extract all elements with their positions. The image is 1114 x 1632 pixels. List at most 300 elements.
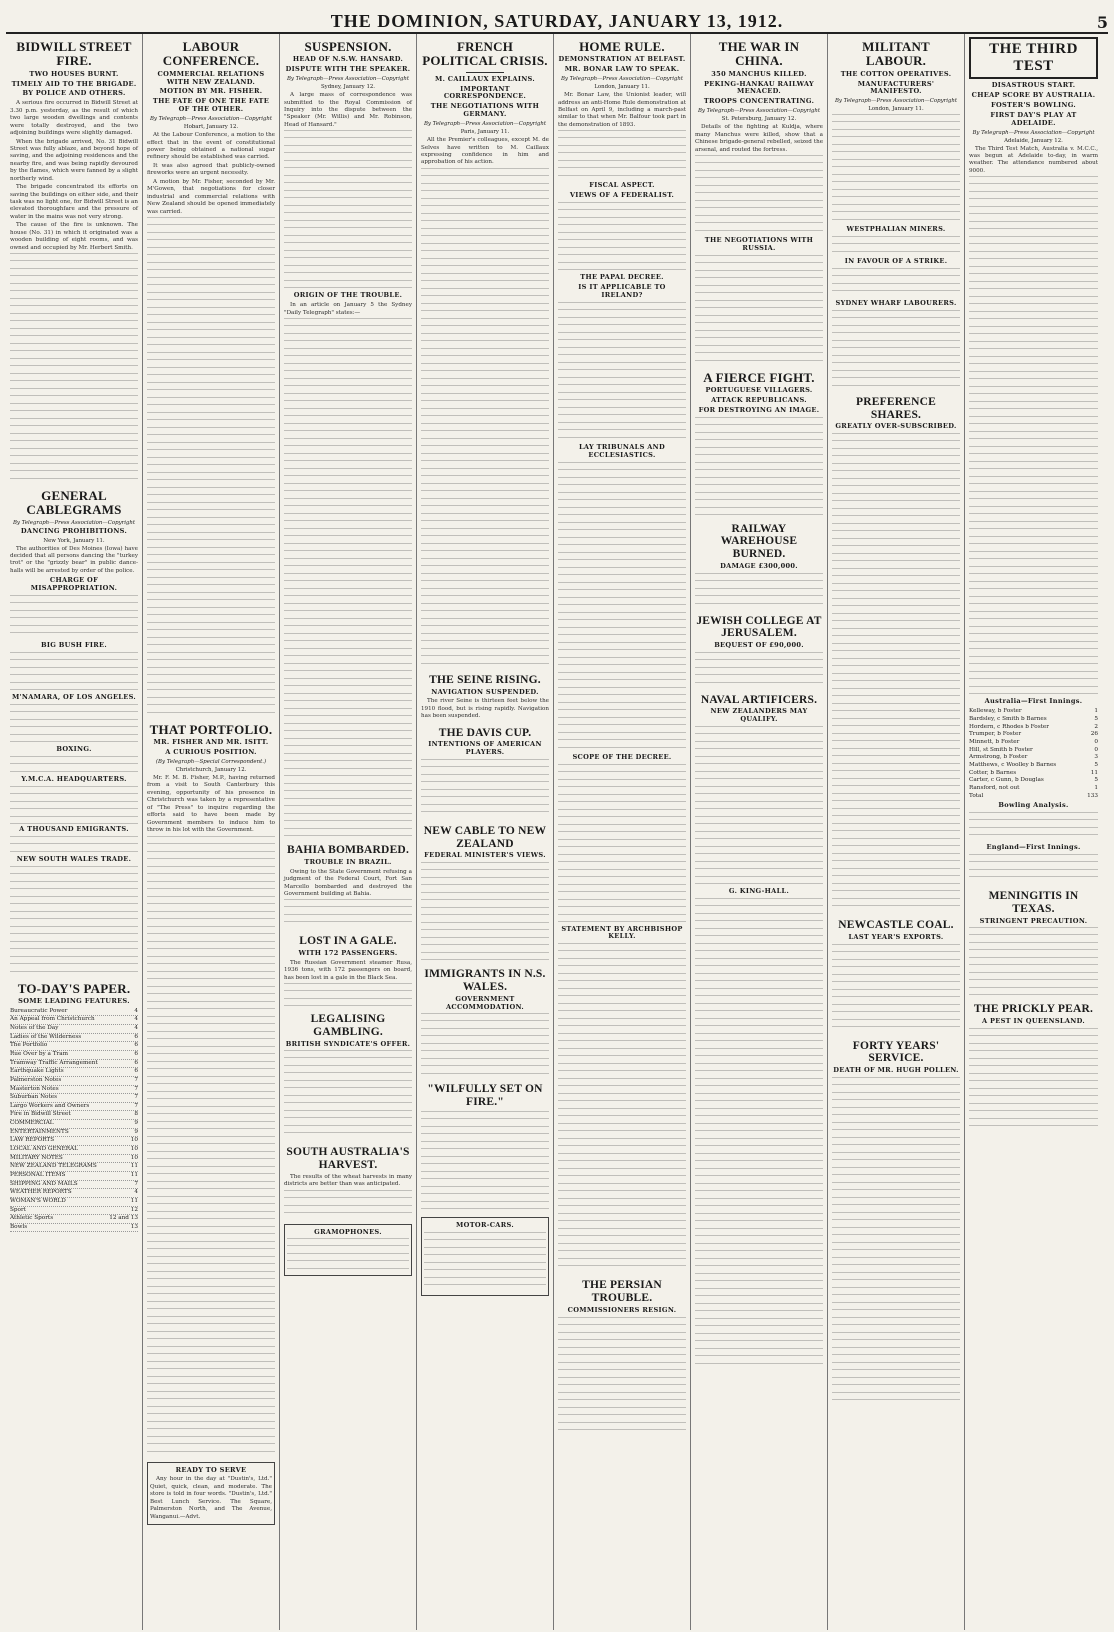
subheading: Australia—First Innings.: [984, 697, 1083, 706]
contents-label: An Appeal from Christchurch: [10, 1016, 95, 1023]
subheading: MR. BONAR LAW TO SPEAK.: [564, 65, 680, 74]
dateline: London, January 11.: [594, 84, 650, 91]
subheading: STATEMENT BY ARCHBISHOP KELLY.: [561, 924, 683, 941]
ad-text: Any hour in the day at "Dustin's, Ltd." Quiet, quick, clean, and moderate. The store is told in four words. "Dustin's, Ltd." Best Lunch Service. The Square, Palmerston North, and The Avenue, Wanganui.—Advt.: [150, 1476, 272, 1520]
contents-item: [10, 1034, 138, 1043]
body-text-block: [284, 1190, 412, 1218]
subheading: SCOPE OF THE DECREE.: [572, 752, 672, 761]
contents-page: 11: [130, 1163, 138, 1170]
contents-label: WEATHER REPORTS: [10, 1189, 72, 1196]
ad-text-block: [424, 1232, 546, 1292]
contents-label: Fire in Bidwill Street: [10, 1111, 71, 1118]
ad-heading: GRAMOPHONES.: [314, 1227, 382, 1236]
paragraph: The brigade concentrated its efforts on saving the buildings on either side, and their task was no light one, for Bidwill Street is an elevated thoroughfare and the pressure of water in the mains was not very strong.: [10, 184, 138, 220]
contents-item: [10, 1060, 138, 1069]
body-text-block: [421, 759, 549, 819]
headline: NAVAL ARTIFICERS.: [700, 693, 818, 706]
subheading: GREATLY OVER-SUBSCRIBED.: [835, 422, 957, 431]
paragraph: The authorities of Des Moines (Iowa) have decided that all persons dancing the "turkey trot" or the "grizzly bear" in public dance-halls will be arrested by order of the police.: [10, 545, 138, 574]
body-text-block: [10, 836, 138, 854]
headline: BIDWILL STREET FIRE.: [16, 39, 132, 69]
subheading: TIMELY AID TO THE BRIGADE.: [11, 79, 137, 88]
body-text-block: [969, 812, 1098, 842]
dateline: Adelaide, January 12.: [1004, 137, 1063, 144]
subheading: CHEAP SCORE BY AUSTRALIA.: [971, 90, 1096, 99]
contents-label: Ladies of the Wilderness: [10, 1033, 82, 1040]
contents-label: Bureaucratic Power: [10, 1007, 68, 1014]
subheading: DEATH OF MR. HUGH POLLEN.: [833, 1066, 959, 1075]
page-number: 5: [1096, 13, 1108, 32]
article-immigrants: [421, 968, 549, 1077]
body-text-block: [969, 854, 1098, 884]
subheading: THE PAPAL DECREE.: [580, 273, 664, 282]
contents-label: PERSONAL ITEMS: [10, 1171, 66, 1178]
article-home-rule: [558, 40, 686, 1273]
headline: FORTY YEARS' SERVICE.: [852, 1039, 940, 1065]
paragraph: The Third Test Match, Australia v. M.C.C., was begun at Adelaide to-day, in warm weather. The attendance numbered about 9000.: [969, 145, 1098, 174]
batsman-runs: 5: [1094, 777, 1098, 784]
advertisement: [284, 1224, 412, 1277]
subheading: M'NAMARA, OF LOS ANGELES.: [11, 693, 136, 702]
subheading: VIEWS OF A FEDERALIST.: [569, 191, 675, 200]
masthead-title: THE DOMINION, SATURDAY, JANUARY 13, 1912.: [330, 11, 784, 31]
subheading: A THOUSAND EMIGRANTS.: [19, 824, 129, 833]
subheading: NEW SOUTH WALES TRADE.: [16, 854, 132, 863]
contents-label: LOCAL AND GENERAL: [10, 1146, 78, 1153]
contents-label: Notes of the Day: [10, 1025, 59, 1032]
article-persian-trouble: [558, 1279, 686, 1436]
article-war-in-china: [695, 40, 823, 365]
byline: By Telegraph—Press Association—Copyright: [286, 76, 410, 83]
total-label: Total: [969, 792, 984, 799]
article-new-cable: [421, 825, 549, 962]
article-jewish-college: [695, 615, 823, 688]
contents-item: [10, 1051, 138, 1060]
batsman-row: [969, 724, 1098, 732]
paragraph: The cause of the fire is unknown. The house (No. 31) in which it originated was a wooden building of eight rooms, and was owned and occupied by Mr. Herbert Smith.: [10, 222, 138, 251]
contents-page: 4: [134, 1007, 138, 1014]
contents-item: [10, 1103, 138, 1112]
ad-text-block: [287, 1238, 409, 1272]
paragraph: It was also agreed that publicly-owned fireworks were an urgent necessity.: [147, 162, 275, 177]
scorecard-total: [969, 793, 1098, 801]
headline: MENINGITIS IN TEXAS.: [988, 890, 1079, 915]
byline: By Telegraph—Press Association—Copyright: [12, 519, 136, 526]
subheading: THE NEGOTIATIONS WITH RUSSIA.: [704, 235, 814, 252]
column-2: [143, 34, 280, 1630]
byline: By Telegraph—Press Association—Copyright: [834, 98, 958, 105]
batsman-runs: 3: [1094, 754, 1098, 761]
article-seine-rising: [421, 674, 549, 721]
article-third-test: [969, 37, 1098, 884]
batsman-name: Hordern, c Rhodes b Foster: [969, 723, 1049, 730]
dateline: Sydney, January 12.: [320, 84, 376, 91]
subheading: LAST YEAR'S EXPORTS.: [848, 932, 944, 941]
body-text-block: [421, 1111, 549, 1211]
contents-label: Earthquake Lights: [10, 1068, 64, 1075]
byline: (By Telegraph—Special Correspondent.): [155, 759, 267, 766]
batsman-runs: 2: [1094, 723, 1098, 730]
contents-item: [10, 1207, 138, 1216]
body-text-block: [10, 866, 138, 976]
body-text-block: [832, 433, 960, 913]
subheading: TROUBLE IN BRAZIL.: [304, 857, 392, 866]
dateline: Paris, January 11.: [460, 129, 510, 136]
column-8: [965, 34, 1102, 1630]
subheading: DEMONSTRATION AT BELFAST.: [558, 55, 686, 64]
contents-page: 12: [130, 1206, 138, 1213]
batsman-name: Kelleway, b Foster: [969, 708, 1022, 715]
body-text-block: [558, 462, 686, 752]
subheading: England—First Innings.: [986, 843, 1081, 852]
subheading: DANCING PROHIBITIONS.: [20, 526, 128, 535]
contents-list: [10, 1008, 138, 1233]
body-text-block: [558, 130, 686, 180]
contents-item: [10, 1172, 138, 1181]
batsman-name: Matthews, c Woolley b Barnes: [969, 762, 1057, 768]
subheading: COMMISSIONERS RESIGN.: [567, 1305, 677, 1314]
dateline: New York, January 11.: [43, 537, 105, 544]
byline: By Telegraph—Press Association—Copyright: [560, 76, 684, 83]
headline: THAT PORTFOLIO.: [149, 721, 273, 737]
batsman-name: Trumper, b Foster: [969, 731, 1022, 738]
paragraph: A large mass of correspondence was submitted to the Royal Commission of Inquiry into the dispute between the "Speaker (Mr. Willis) and Mr. Robinson, Head of Hansard.": [284, 92, 412, 128]
contents-page: 6: [134, 1033, 138, 1040]
article-french-crisis: [421, 40, 549, 668]
total-runs: 133: [1087, 792, 1098, 799]
advertisement: [147, 1462, 275, 1526]
byline: By Telegraph—Press Association—Copyright: [423, 121, 547, 128]
article-militant-labour: [832, 40, 960, 390]
contents-item: [10, 1129, 138, 1138]
body-text-block: [10, 253, 138, 483]
column-5: [554, 34, 691, 1630]
subheading: LAY TRIBUNALS AND ECCLESIASTICS.: [578, 442, 666, 459]
contents-item: [10, 1094, 138, 1103]
body-text-block: [284, 899, 412, 929]
contents-item: [10, 1181, 138, 1190]
paragraph: A serious fire occurred in Bidwill Street at 3.30 p.m. yesterday, as the result of which two large wooden dwellings and contents were totally destroyed, and the two adjoining buildings were slightly damaged.: [10, 100, 138, 137]
contents-item: [10, 1068, 138, 1077]
headline: THE PERSIAN TROUBLE.: [582, 1279, 662, 1304]
contents-page: 4: [134, 1025, 138, 1032]
subheading: NEW ZEALANDERS MAY QUALIFY.: [710, 707, 808, 724]
body-text-block: [832, 310, 960, 390]
subheading: A CURIOUS POSITION.: [165, 748, 257, 757]
contents-label: ENTERTAINMENTS: [10, 1128, 69, 1135]
scorecard: [969, 708, 1098, 793]
contents-page: 4: [134, 1189, 138, 1196]
columns: [6, 34, 1108, 1630]
batsman-name: Armstrong, b Foster: [969, 754, 1028, 761]
body-text-block: [147, 217, 275, 717]
body-text-block: [284, 130, 412, 290]
dateline: St. Petersburg, January 12.: [721, 116, 797, 123]
contents-item: [10, 1137, 138, 1146]
body-text-block: [10, 595, 138, 640]
contents-label: Suburban Notes: [10, 1094, 58, 1101]
contents-page: 8: [134, 1111, 138, 1118]
body-text-block: [284, 1050, 412, 1140]
subheading: ORIGIN OF THE TROUBLE.: [293, 291, 403, 300]
batsman-name: Cotter, b Barnes: [969, 769, 1017, 776]
article-suspension: [284, 40, 412, 838]
subheading: STRINGENT PRECAUTION.: [979, 916, 1088, 925]
contents-label: Rue Over by a Tram: [10, 1050, 69, 1057]
body-text-block: [558, 202, 686, 272]
paragraph: A motion by Mr. Fisher, seconded by Mr. M'Gowen, that negotiations for closer industrial and commercial relations with New Zealand should be opened immediately was carried.: [147, 178, 275, 215]
headline: MILITANT LABOUR.: [862, 39, 930, 69]
contents-item: [10, 1086, 138, 1095]
contents-page: 6: [134, 1059, 138, 1066]
subheading: CHARGE OF MISAPPROPRIATION.: [30, 576, 118, 593]
article-labour-conference: [147, 40, 275, 717]
subheading: THE FATE OF ONE THE FATE OF THE OTHER.: [152, 97, 270, 114]
body-text-block: [147, 836, 275, 1456]
body-text-block: [695, 155, 823, 235]
masthead: [6, 4, 1108, 34]
batsman-row: [969, 785, 1098, 793]
body-text-block: [695, 726, 823, 886]
contents-label: Bowls: [10, 1223, 28, 1230]
headline-banner: THE THIRD TEST: [969, 37, 1098, 79]
headline: PREFERENCE SHARES.: [856, 396, 936, 421]
subheading: BIG BUSH FIRE.: [41, 641, 107, 650]
subheading: PEKING-HANKAU RAILWAY MENACED.: [704, 79, 814, 96]
article-preference-shares: [832, 396, 960, 913]
contents-item: [10, 1042, 138, 1051]
batsman-name: Ransford, not out: [969, 785, 1020, 792]
article-railway-warehouse: [695, 523, 823, 609]
contents-item: [10, 1189, 138, 1198]
subheading: WITH 172 PASSENGERS.: [298, 949, 398, 958]
contents-page: 4: [134, 1016, 138, 1023]
subheading: 350 MANCHUS KILLED.: [711, 69, 807, 78]
subheading: DISPUTE WITH THE SPEAKER.: [285, 65, 411, 74]
contents-page: 10: [130, 1154, 138, 1161]
contents-page: 6: [134, 1050, 138, 1057]
subheading: THE COTTON OPERATIVES.: [840, 69, 952, 78]
contents-label: LAW REPORTS: [10, 1137, 55, 1144]
contents-item: [10, 1146, 138, 1155]
body-text-block: [284, 983, 412, 1007]
dateline: Christchurch, January 12.: [175, 767, 247, 774]
batsman-name: Minnett, b Foster: [969, 738, 1020, 745]
subheading: MANUFACTURERS' MANIFESTO.: [857, 79, 935, 96]
paragraph: The river Seine is thirteen feet below the 1910 flood, but is rising rapidly. Navigation has been suspended.: [421, 698, 549, 720]
body-text-block: [695, 652, 823, 688]
contents-page: 7: [134, 1180, 138, 1187]
paragraph: In an article on January 5 the Sydney "Daily Telegraph" states:—: [284, 302, 412, 316]
subheading: SOME LEADING FEATURES.: [18, 996, 130, 1005]
subheading: WESTPHALIAN MINERS.: [846, 225, 946, 234]
paragraph: Details of the fighting at Kuldja, where many Manchus were killed, show that a Chinese brigade-general rebelled, seized the arsenal, and routed the fortress.: [695, 124, 823, 153]
headline: THE SEINE RISING.: [429, 673, 541, 686]
article-todays-paper: [10, 982, 138, 1233]
headline: TO-DAY'S PAPER.: [17, 980, 131, 996]
headline: THE DAVIS CUP.: [438, 726, 532, 739]
contents-page: 11: [130, 1171, 138, 1178]
byline: By Telegraph—Press Association—Copyright: [149, 116, 273, 123]
subheading: BEQUEST OF £90,000.: [714, 640, 804, 649]
article-newcastle-coal: [832, 919, 960, 1034]
contents-label: The Portfolio: [10, 1042, 48, 1049]
paragraph: The Russian Government steamer Rusa, 1936 tons, with 172 passengers on board, has been lost in a gale in the Black Sea.: [284, 959, 412, 981]
subheading: Y.M.C.A. HEADQUARTERS.: [21, 774, 127, 783]
batsman-row: [969, 762, 1098, 770]
batsman-runs: 11: [1090, 769, 1098, 776]
batsman-runs: 26: [1090, 731, 1098, 738]
contents-item: [10, 1120, 138, 1129]
contents-label: Tramway Traffic Arrangement: [10, 1059, 98, 1066]
contents-page: 6: [134, 1042, 138, 1049]
subheading: A PEST IN QUEENSLAND.: [982, 1017, 1085, 1026]
subheading: MOTION BY MR. FISHER.: [159, 87, 263, 96]
headline: SOUTH AUSTRALIA'S HARVEST.: [286, 1146, 410, 1172]
body-text-block: [832, 1077, 960, 1407]
body-text-block: [695, 255, 823, 365]
contents-page: 10: [130, 1146, 138, 1153]
subheading: SYDNEY WHARF LABOURERS.: [835, 299, 957, 308]
batsman-runs: 0: [1094, 738, 1098, 745]
paragraph: Owing to the State Government refusing a judgment of the Federal Court, Fort San Marcello bombarded and destroyed the Government building at Bahia.: [284, 868, 412, 897]
paragraph: Mr. Bonar Law, the Unionist leader, will address an anti-Home Rule demonstration at Belfast on April 9, including a march-past similar to that when Mr. Balfour took part in the demonstration of 1893.: [558, 92, 686, 128]
batsman-name: Carter, c Gunn, b Douglas: [969, 777, 1044, 784]
batsman-row: [969, 716, 1098, 724]
contents-page: 10: [130, 1137, 138, 1144]
contents-label: COMMERCIAL: [10, 1120, 54, 1127]
contents-page: 9: [134, 1120, 138, 1127]
batsman-runs: 0: [1094, 746, 1098, 753]
body-text-block: [832, 944, 960, 1034]
contents-item: [10, 1198, 138, 1207]
subheading: FOSTER'S BOWLING.: [990, 100, 1077, 109]
headline: SUSPENSION.: [304, 39, 392, 54]
contents-label: SHIPPING AND MAILS: [10, 1180, 78, 1187]
headline: A FIERCE FIGHT.: [703, 369, 815, 385]
body-text-block: [421, 168, 549, 668]
contents-label: Largo Workers and Owners: [10, 1102, 90, 1109]
batsman-row: [969, 731, 1098, 739]
contents-item: [10, 1025, 138, 1034]
headline: THE PRICKLY PEAR.: [973, 1003, 1094, 1016]
contents-page: 7: [134, 1094, 138, 1101]
subheading: ATTACK REPUBLICANS.: [711, 395, 807, 404]
article-sa-harvest: [284, 1146, 412, 1217]
batsman-runs: 5: [1094, 762, 1098, 768]
column-6: [691, 34, 828, 1630]
subheading: BOXING.: [56, 744, 92, 753]
subheading: IN FAVOUR OF A STRIKE.: [844, 257, 948, 266]
subheading: FIRST DAY'S PLAY AT ADELAIDE.: [990, 110, 1077, 127]
body-text-block: [284, 318, 412, 838]
column-7: [828, 34, 965, 1630]
headline: "WILFULLY SET ON FIRE.": [427, 1083, 543, 1109]
contents-item: [10, 1215, 138, 1224]
subheading: HEAD OF N.S.W. HANSARD.: [292, 55, 404, 64]
subheading: BRITISH SYNDICATE'S OFFER.: [285, 1039, 411, 1048]
article-legalising-gambling: [284, 1013, 412, 1140]
contents-label: Palmerston Notes: [10, 1076, 62, 1083]
headline: THE WAR IN CHINA.: [718, 39, 800, 69]
batsman-name: Bardsley, c Smith b Barnes: [969, 715, 1047, 722]
contents-label: NEW ZEALAND TELEGRAMS: [10, 1163, 97, 1170]
subheading: FOR DESTROYING AN IMAGE.: [698, 405, 820, 414]
article-that-portfolio: [147, 723, 275, 1456]
batsman-row: [969, 777, 1098, 785]
batsman-row: [969, 747, 1098, 755]
subheading: Bowling Analysis.: [998, 801, 1069, 810]
batsman-runs: 5: [1094, 715, 1098, 722]
article-prickly-pear: [969, 1003, 1098, 1128]
dateline: London, January 11.: [868, 106, 924, 113]
subheading: IMPORTANT CORRESPONDENCE.: [443, 84, 527, 101]
article-davis-cup: [421, 727, 549, 819]
subheading: PORTUGUESE VILLAGERS.: [705, 386, 813, 395]
contents-page: 7: [134, 1076, 138, 1083]
subheading: DAMAGE £300,000.: [720, 561, 798, 570]
subheading: MR. FISHER AND MR. ISITT.: [153, 738, 269, 747]
body-text-block: [832, 236, 960, 256]
contents-page: 6: [134, 1068, 138, 1075]
contents-page: 7: [134, 1102, 138, 1109]
body-text-block: [969, 1028, 1098, 1128]
article-meningitis: [969, 890, 1098, 997]
body-text-block: [695, 898, 823, 1368]
batsman-row: [969, 770, 1098, 778]
advertisement: [421, 1217, 549, 1296]
headline: BAHIA BOMBARDED.: [286, 844, 410, 857]
article-bahia: [284, 844, 412, 929]
headline: LABOUR CONFERENCE.: [162, 39, 260, 69]
body-text-block: [10, 652, 138, 692]
signature: G. KING-HALL.: [728, 887, 790, 896]
headline: FRENCH POLITICAL CRISIS.: [422, 39, 548, 69]
contents-page: 11: [130, 1197, 138, 1204]
column-3: [280, 34, 417, 1630]
batsman-row: [969, 708, 1098, 716]
contents-label: MILITARY NOTES: [10, 1154, 63, 1161]
body-text-block: [558, 302, 686, 442]
body-text-block: [10, 786, 138, 824]
contents-item: [10, 1077, 138, 1086]
headline: JEWISH COLLEGE AT JERUSALEM.: [696, 614, 822, 640]
body-text-block: [969, 176, 1098, 696]
subheading: NAVIGATION SUSPENDED.: [431, 687, 539, 696]
contents-item: [10, 1163, 138, 1172]
column-4: [417, 34, 554, 1630]
subheading: BY POLICE AND OTHERS.: [22, 89, 126, 98]
dateline: Hobart, January 12.: [183, 124, 239, 131]
body-text-block: [695, 573, 823, 609]
batsman-runs: 1: [1094, 708, 1098, 715]
contents-page: 12 and 13: [109, 1215, 138, 1222]
headline: RAILWAY WAREHOUSE BURNED.: [720, 522, 798, 561]
batsman-name: Hill, st Smith b Foster: [969, 746, 1033, 753]
body-text-block: [558, 1317, 686, 1437]
body-text-block: [558, 943, 686, 1273]
body-text-block: [421, 862, 549, 962]
contents-label: WOMAN'S WORLD: [10, 1197, 66, 1204]
body-text-block: [969, 927, 1098, 997]
body-text-block: [832, 114, 960, 224]
body-text-block: [10, 704, 138, 744]
batsman-row: [969, 739, 1098, 747]
body-text-block: [421, 1013, 549, 1077]
headline: LOST IN A GALE.: [299, 935, 397, 948]
article-fierce-fight: [695, 371, 823, 517]
article-lost-in-gale: [284, 935, 412, 1007]
